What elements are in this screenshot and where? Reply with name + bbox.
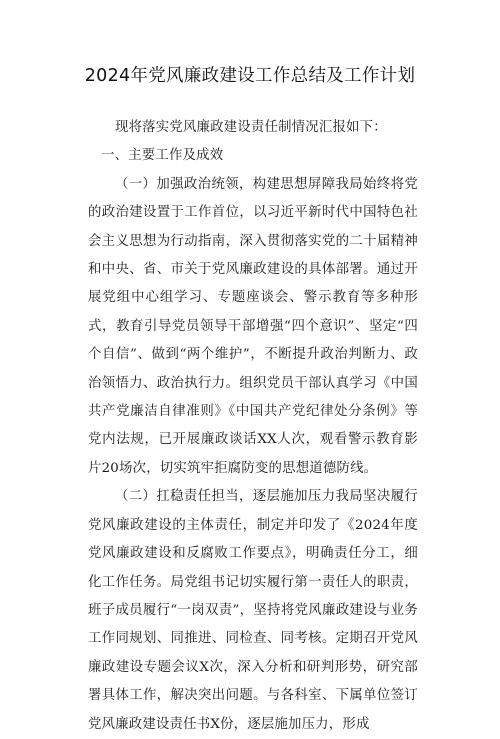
document-title: 2024年党风廉政建设工作总结及工作计划 <box>84 66 416 86</box>
body-paragraph-1: （一）加强政治统领，构建思想屏障我局始终将党的政治建设置于工作首位，以习近平新时代中国特色社会主义思想为行动指南，深入贯彻落实党的二十届精神和中央、省、市关于党风廉政建设的具体部署。通过开展党组中心组学习、专题座谈会、警示教育等多种形式，教育引导党员领导干部增强“四个意识”、坚定“四个自信”、做到“两个维护”，不断提升政治判断力、政治领悟力、政治执行力。组织党员干部认真学习《中国共产党廉洁自律准则》《中国共产党纪律处分条例》等党内法规，已开展廉政谈话XX人次，观看警示教育影片20场次，切实筑牢拒腐防变的思想道德防线。 <box>88 176 418 476</box>
body-paragraph-2: （二）扛稳责任担当，逐层施加压力我局坚决履行党风廉政建设的主体责任，制定并印发了《2024年度党风廉政建设和反腐败工作要点》，明确责任分工，细化工作任务。局党组书记切实履行第一责任人的职责，班子成员履行“一岗双责”，坚持将党风廉政建设与业务工作同规划、同推进、同检查、同考核。定期召开党风廉政建设专题会议X次，深入分析和研判形势，研究部署具体工作，解决突出问题。与各科室、下属单位签订党风廉政建设责任书X份，逐层施加压力，形成 <box>88 489 418 732</box>
section-heading: 一、主要工作及成效 <box>101 148 224 164</box>
intro-paragraph: 现将落实党风廉政建设责任制情况汇报如下： <box>115 120 387 135</box>
document-body <box>88 114 418 739</box>
